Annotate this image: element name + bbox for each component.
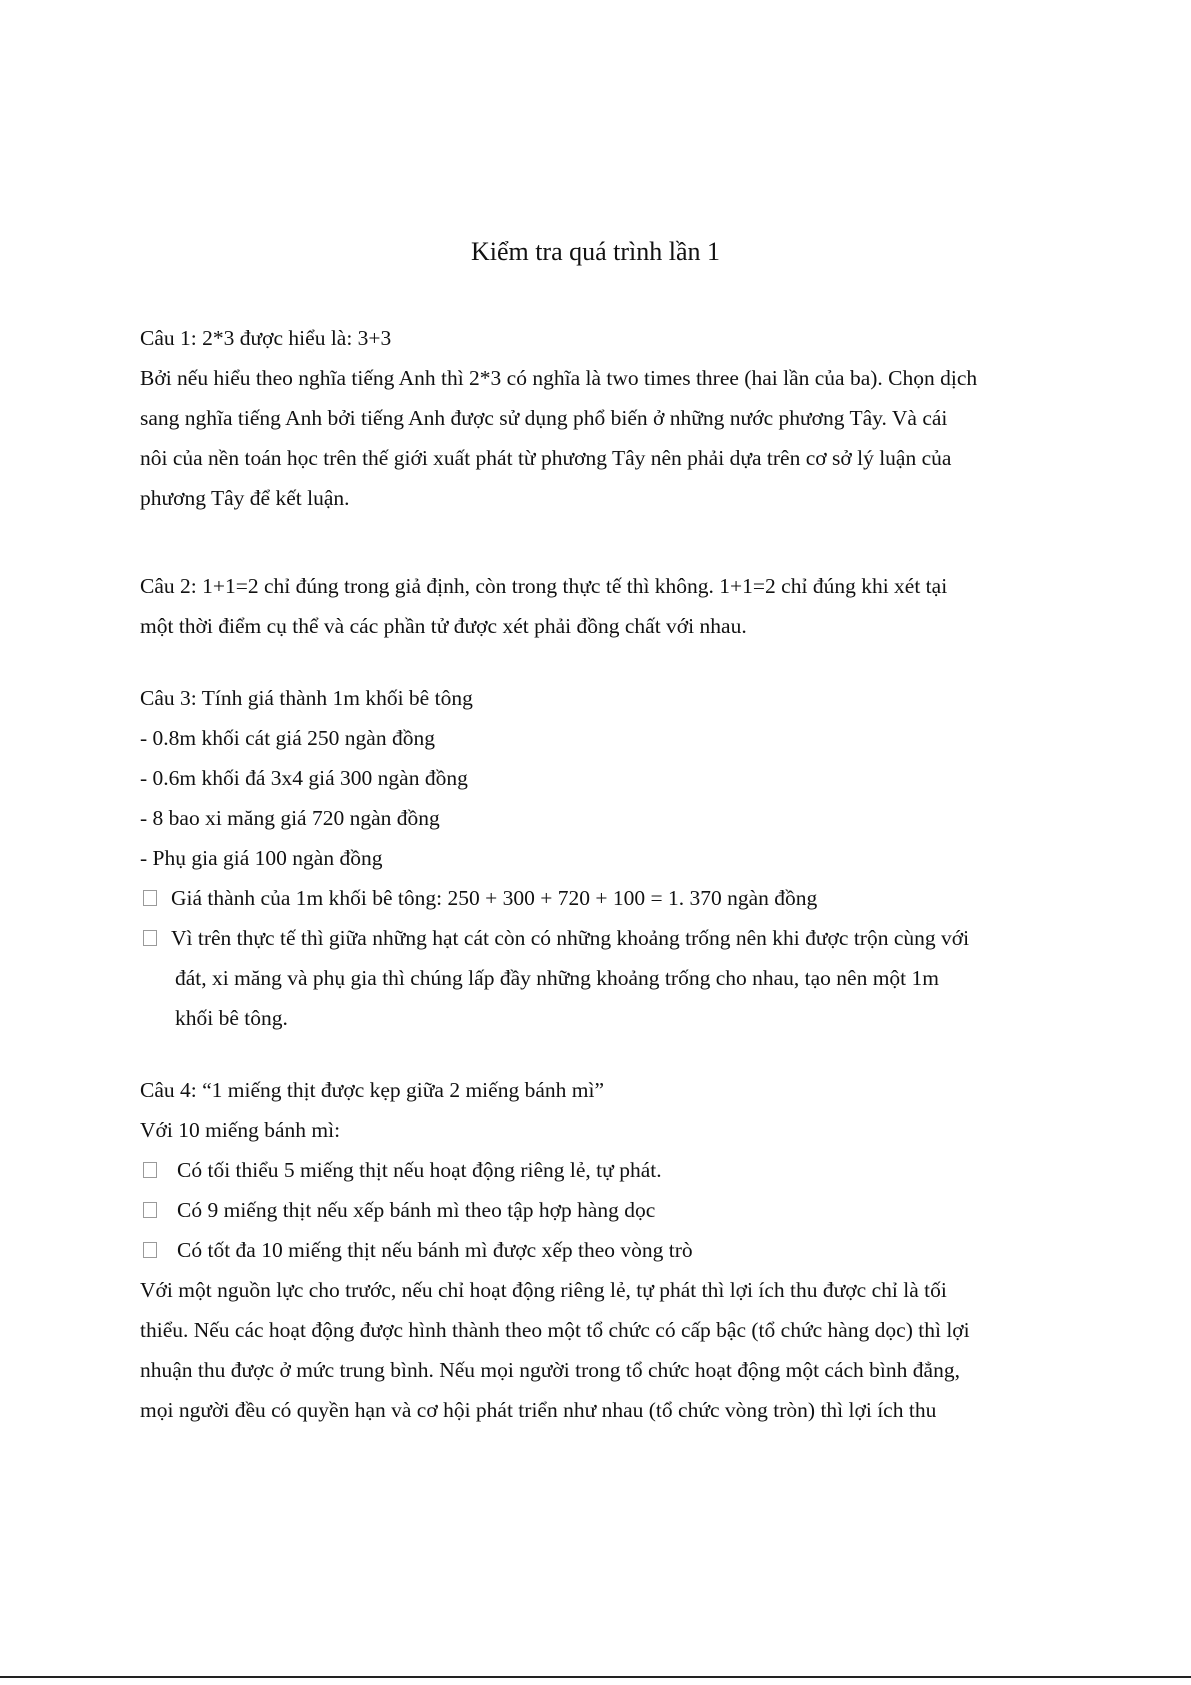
question-4-conclusion-line: nhuận thu được ở mức trung bình. Nếu mọi người trong tổ chức hoạt động một cách bình đẳng,	[140, 1358, 960, 1382]
arrow-bullet-icon	[143, 890, 157, 906]
question-4-conclusion-line: thiểu. Nếu các hoạt động được hình thành theo một tổ chức có cấp bậc (tổ chức hàng dọc) thì lợi	[140, 1318, 970, 1342]
material-item: - Phụ gia giá 100 ngàn đồng	[140, 846, 383, 870]
list-item	[140, 1230, 1060, 1270]
check-bullet-icon	[143, 1202, 157, 1218]
check-bullet-icon	[143, 1242, 157, 1258]
question-2-line: Câu 2: 1+1=2 chỉ đúng trong giả định, còn trong thực tế thì không. 1+1=2 chỉ đúng khi xét tại	[140, 574, 948, 598]
cost-explanation	[140, 918, 1060, 958]
question-4-heading: Câu 4: “1 miếng thịt được kẹp giữa 2 miếng bánh mì”	[140, 1078, 604, 1102]
question-4-conclusion-line: mọi người đều có quyền hạn và cơ hội phát triển như nhau (tổ chức vòng tròn) thì lợi ích thu	[140, 1398, 937, 1422]
list-item-text: Có tối thiểu 5 miếng thịt nếu hoạt động riêng lẻ, tự phát.	[177, 1158, 662, 1182]
check-bullet-icon	[143, 1162, 157, 1178]
page-bottom-edge	[0, 1676, 1191, 1678]
list-item-text: Có tốt đa 10 miếng thịt nếu bánh mì được xếp theo vòng trò	[177, 1238, 693, 1262]
question-1-line: nôi của nền toán học trên thế giới xuất phát từ phương Tây nên phải dựa trên cơ sở lý luận của	[140, 446, 952, 470]
question-3-heading: Câu 3: Tính giá thành 1m khối bê tông	[140, 686, 473, 710]
question-4-intro: Với 10 miếng bánh mì:	[140, 1118, 341, 1142]
material-item: - 0.6m khối đá 3x4 giá 300 ngàn đồng	[140, 766, 468, 790]
cost-explanation-line: đát, xi măng và phụ gia thì chúng lấp đầy những khoảng trống cho nhau, tạo nên một 1m	[175, 966, 940, 990]
cost-result	[140, 878, 1060, 918]
question-1-heading: Câu 1: 2*3 được hiểu là: 3+3	[140, 326, 392, 350]
document-body	[140, 318, 1060, 1430]
question-4-conclusion-line: Với một nguồn lực cho trước, nếu chỉ hoạt động riêng lẻ, tự phát thì lợi ích thu được chỉ là tối	[140, 1278, 947, 1302]
question-1-line: phương Tây để kết luận.	[140, 486, 350, 510]
question-1-line: sang nghĩa tiếng Anh bởi tiếng Anh được sử dụng phổ biến ở những nước phương Tây. Và cái	[140, 406, 948, 430]
cost-explanation-line: khối bê tông.	[175, 1006, 288, 1030]
question-1-line: Bởi nếu hiểu theo nghĩa tiếng Anh thì 2*3 có nghĩa là two times three (hai lần của ba). Chọn dịch	[140, 366, 978, 390]
list-item-text: Có 9 miếng thịt nếu xếp bánh mì theo tập hợp hàng dọc	[177, 1198, 656, 1222]
list-item	[140, 1150, 1060, 1190]
question-2-line: một thời điểm cụ thể và các phần tử được xét phải đồng chất với nhau.	[140, 614, 747, 638]
material-item: - 8 bao xi măng giá 720 ngàn đồng	[140, 806, 440, 830]
material-item: - 0.8m khối cát giá 250 ngàn đồng	[140, 726, 435, 750]
cost-explanation-text: Vì trên thực tế thì giữa những hạt cát còn có những khoảng trống nên khi được trộn cùng với	[171, 926, 970, 950]
list-item	[140, 1190, 1060, 1230]
arrow-bullet-icon	[143, 930, 157, 946]
document-title: Kiểm tra quá trình lần 1	[470, 237, 721, 266]
cost-result-text: Giá thành của 1m khối bê tông: 250 + 300 + 720 + 100 = 1. 370 ngàn đồng	[171, 886, 818, 910]
